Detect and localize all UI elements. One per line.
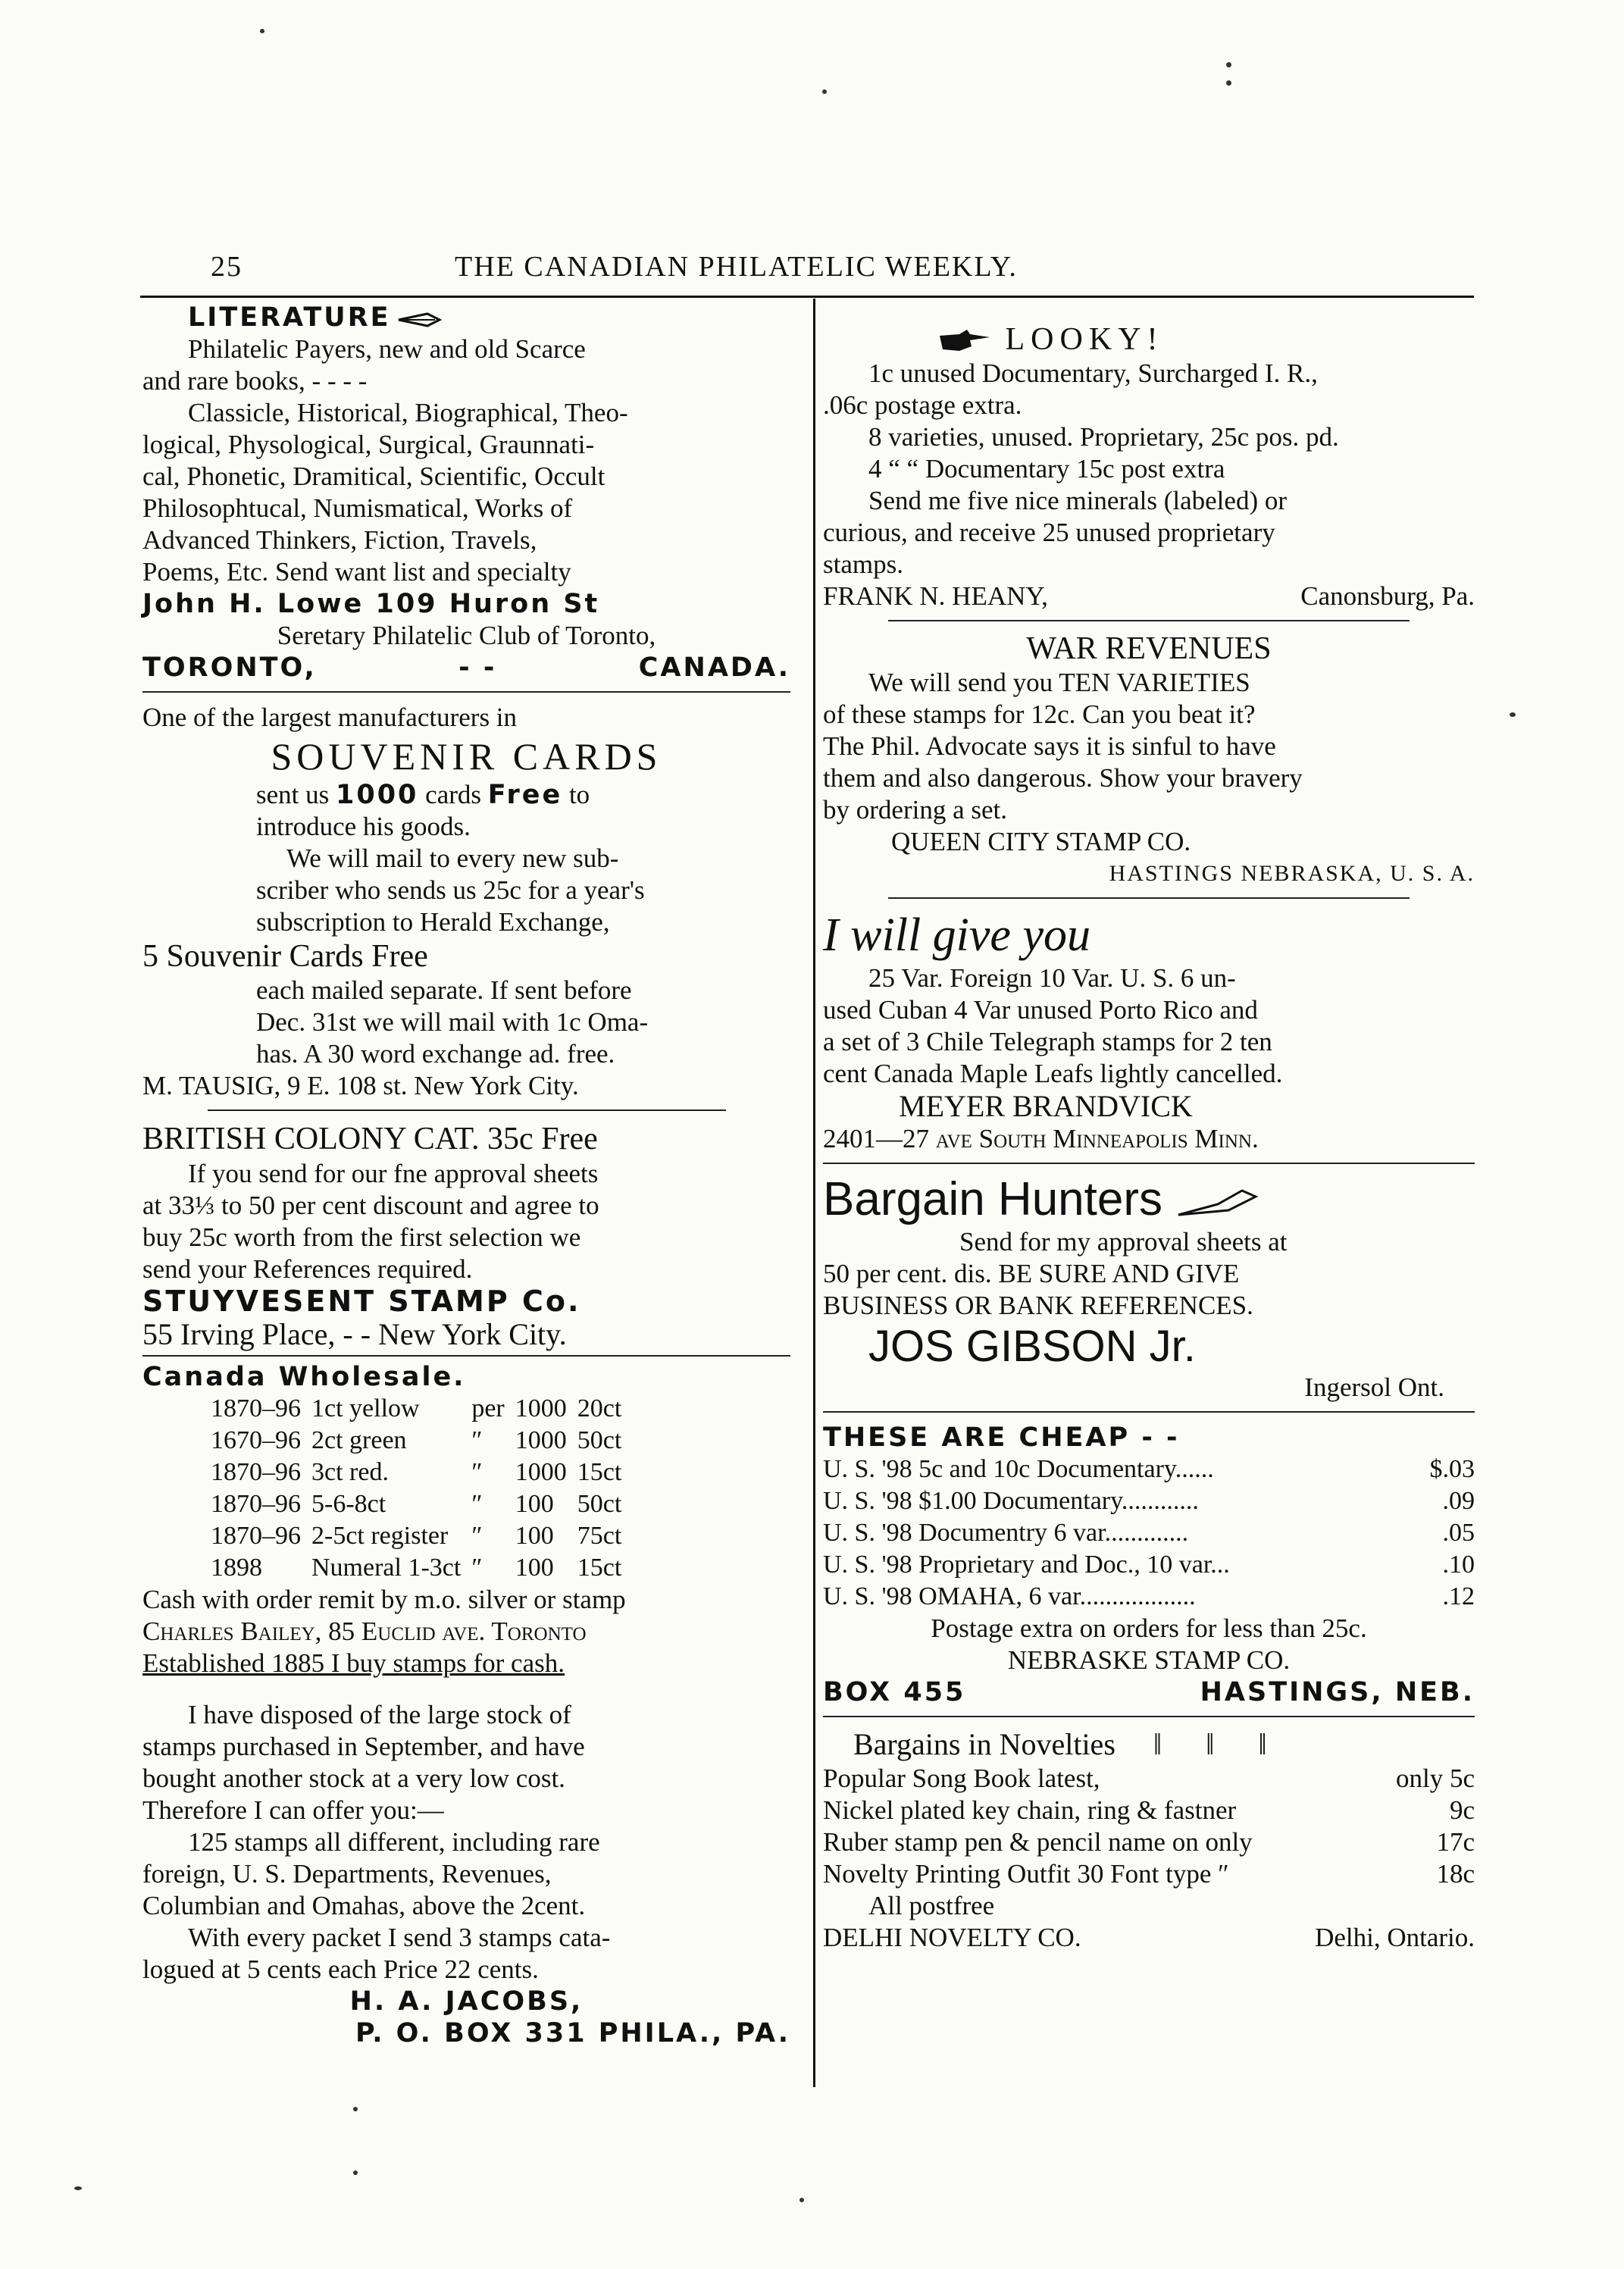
separator — [823, 1163, 1475, 1164]
table-row: U. S. '98 Proprietary and Doc., 10 var... .10 — [823, 1551, 1475, 1579]
give-line: a set of 3 Chile Telegraph stamps for 2 ten — [823, 1027, 1272, 1056]
british-title: BRITISH COLONY CAT. 35c Free — [142, 1122, 598, 1156]
war-line: them and also dangerous. Show your bravery — [823, 763, 1303, 793]
novelty-row: Novelty Printing Outfit 30 Font type ″ 18c — [823, 1859, 1475, 1889]
british-line: send your References required. — [142, 1254, 473, 1284]
literature-line: Poems, Etc. Send want list and specialty — [142, 557, 571, 587]
looky-line: curious, and receive 25 unused proprietary — [823, 518, 1275, 547]
looky-line: 1c unused Documentary, Surcharged I. R., — [868, 358, 1318, 388]
scan-speck — [1226, 62, 1231, 67]
pointing-hand-icon — [937, 328, 991, 355]
separator — [888, 620, 1410, 621]
separator — [823, 1716, 1475, 1717]
looky-name: FRANK N. HEANY, — [823, 581, 1048, 611]
separator — [142, 1355, 790, 1357]
bargain-line: 50 per cent. dis. BE SURE AND GIVE — [823, 1259, 1240, 1288]
ad-canada-wholesale — [142, 1361, 790, 1679]
souvenir-signature: M. TAUSIG, 9 E. 108 st. New York City. — [142, 1071, 579, 1100]
souvenir-mail-line: scriber who sends us 25c for a year's — [256, 875, 645, 905]
separator — [888, 897, 1410, 899]
scan-speck — [353, 2107, 358, 2111]
scan-speck — [260, 29, 264, 33]
british-address: 55 Irving Place, - - New York City. — [142, 1317, 567, 1351]
scan-speck — [74, 2186, 82, 2190]
literature-city: TORONTO, — [142, 653, 317, 683]
jacobs-name: H. A. JACOBS, — [349, 1986, 584, 2017]
bargain-name: JOS GIBSON Jr. — [868, 1322, 1196, 1371]
war-heading: WAR REVENUES — [1026, 631, 1272, 666]
bargain-town: Ingersol Ont. — [1304, 1372, 1444, 1402]
british-company: STUYVESENT STAMP Co. — [142, 1285, 581, 1318]
jacobs-line: 125 stamps all different, including rare — [188, 1827, 600, 1857]
novelties-heading: Bargains in Novelties — [853, 1727, 1116, 1761]
literature-city-line — [142, 652, 790, 684]
pen-icon — [1175, 1188, 1259, 1218]
table-row: 1670–96 2ct green ″ 1000 50ct — [211, 1426, 622, 1454]
novelty-row: Ruber stamp pen & pencil name on only 17c — [823, 1827, 1475, 1857]
souvenir-line: One of the largest manufacturers in — [142, 703, 518, 732]
looky-line: stamps. — [823, 549, 903, 579]
column-divider — [813, 299, 815, 2087]
literature-name: John H. Lowe 109 Huron St — [142, 589, 600, 619]
give-line: 25 Var. Foreign 10 Var. U. S. 6 un- — [868, 963, 1236, 993]
looky-line: Send me five nice minerals (labeled) or — [868, 486, 1288, 515]
wholesale-bailey: Charles Bailey, 85 Euclid ave. Toronto — [142, 1616, 587, 1646]
jacobs-line: bought another stock at a very low cost. — [142, 1764, 565, 1793]
table-row: U. S. '98 $1.00 Documentary............ .09 — [823, 1487, 1475, 1515]
war-line: The Phil. Advocate says it is sinful to have — [823, 731, 1276, 761]
table-row: 1870–96 2-5ct register ″ 100 75ct — [211, 1522, 622, 1550]
ad-souvenir — [142, 702, 790, 1102]
wholesale-cash: Cash with order remit by m.o. silver or stamp — [142, 1585, 626, 1614]
jacobs-line: I have disposed of the large stock of — [188, 1700, 571, 1729]
pointing-hand-icon — [397, 309, 443, 330]
jacobs-line: With every packet I send 3 stamps cata- — [188, 1923, 611, 1952]
looky-line: 8 varieties, unused. Proprietary, 25c pos. pd. — [868, 422, 1339, 452]
novelties-town: Delhi, Ontario. — [1315, 1923, 1475, 1952]
ad-literature — [142, 302, 790, 684]
souvenir-intro: introduce his goods. — [256, 812, 471, 841]
war-line: by ordering a set. — [823, 795, 1007, 825]
cheap-town: HASTINGS, NEB. — [1200, 1677, 1475, 1707]
table-row: 1898 Numeral 1-3ct ″ 100 15ct — [211, 1554, 622, 1582]
looky-heading: LOOKY! — [1005, 322, 1164, 357]
souvenir-mail-line: subscription to Herald Exchange, — [256, 907, 610, 937]
ad-looky — [823, 321, 1475, 612]
ad-jacobs — [142, 1699, 790, 2049]
bargain-heading: Bargain Hunters — [823, 1173, 1163, 1225]
give-name: MEYER BRANDVICK — [899, 1089, 1193, 1123]
jacobs-line: stamps purchased in September, and have — [142, 1732, 585, 1761]
table-row: 1870–96 1ct yellow per 1000 20ct — [211, 1394, 622, 1422]
novelties-postfree: All postfree — [868, 1891, 995, 1920]
souvenir-mail-line: We will mail to every new sub- — [286, 843, 619, 873]
british-line: at 33⅓ to 50 per cent discount and agree to — [142, 1191, 599, 1220]
novelty-row: Nickel plated key chain, ring & fastner 9c — [823, 1795, 1475, 1825]
give-line: cent Canada Maple Leafs lightly cancelled. — [823, 1059, 1283, 1088]
looky-line: 4 “ “ Documentary 15c post extra — [868, 454, 1225, 484]
table-row: 1870–96 3ct red. ″ 1000 15ct — [211, 1458, 622, 1486]
looky-signature — [823, 581, 1475, 612]
souvenir-each-line: has. A 30 word exchange ad. free. — [256, 1039, 615, 1069]
jacobs-line: foreign, U. S. Departments, Revenues, — [142, 1859, 552, 1889]
novelties-company: DELHI NOVELTY CO. — [823, 1923, 1081, 1952]
literature-line: Advanced Thinkers, Fiction, Travels, — [142, 525, 537, 555]
jacobs-line: logued at 5 cents each Price 22 cents. — [142, 1954, 539, 1984]
war-line: of these stamps for 12c. Can you beat it? — [823, 699, 1256, 729]
bargain-line: Send for my approval sheets at — [959, 1227, 1288, 1257]
scan-speck — [353, 2170, 358, 2175]
ad-will-give — [823, 908, 1475, 1155]
wholesale-heading: Canada Wholesale. — [142, 1362, 466, 1392]
separator — [142, 691, 790, 693]
literature-line: Classicle, Historical, Biographical, Theo- — [188, 398, 628, 427]
scan-speck — [1226, 80, 1231, 86]
ad-novelties — [823, 1726, 1475, 1954]
jacobs-box: P. O. BOX 331 PHILA., PA. — [355, 2018, 790, 2048]
table-row: U. S. '98 5c and 10c Documentary...... $.03 — [823, 1455, 1475, 1483]
scan-speck — [822, 89, 827, 94]
table-row: U. S. '98 OMAHA, 6 var.................. .12 — [823, 1582, 1475, 1610]
looky-town: Canonsburg, Pa. — [1300, 581, 1475, 611]
literature-line: Philatelic Payers, new and old Scarce — [188, 334, 586, 364]
scan-speck — [1510, 712, 1516, 717]
cheap-box-line — [823, 1676, 1475, 1708]
give-line: used Cuban 4 Var unused Porto Rico and — [823, 995, 1258, 1025]
give-heading: I will give you — [823, 909, 1090, 961]
page-title: THE CANADIAN PHILATELIC WEEKLY. — [455, 251, 1018, 283]
jacobs-line: Columbian and Omahas, above the 2cent. — [142, 1891, 586, 1920]
wholesale-table — [211, 1393, 632, 1584]
british-line: If you send for our fne approval sheets — [188, 1159, 599, 1188]
ad-british-colony — [142, 1120, 790, 1352]
looky-line: .06c postage extra. — [823, 390, 1022, 420]
british-line: buy 25c worth from the first selection we — [142, 1222, 581, 1252]
souvenir-each-line: Dec. 31st we will mail with 1c Oma- — [256, 1007, 649, 1037]
literature-secretary: Seretary Philatelic Club of Toronto, — [277, 621, 656, 650]
literature-line: logical, Physological, Surgical, Graunnati- — [142, 430, 595, 459]
literature-line: Philosophtucal, Numismatical, Works of — [142, 493, 573, 523]
literature-country: CANADA. — [638, 653, 790, 683]
bargain-line: BUSINESS OR BANK REFERENCES. — [823, 1291, 1253, 1320]
cheap-heading: THESE ARE CHEAP - - — [823, 1422, 1180, 1453]
give-address: 2401—27 ave South Minneapolis Minn. — [823, 1124, 1259, 1153]
souvenir-five: 5 Souvenir Cards Free — [142, 939, 428, 974]
ad-bargain-hunters — [823, 1173, 1475, 1404]
cheap-postage: Postage extra on orders for less than 25c. — [931, 1613, 1367, 1643]
souvenir-each-line: each mailed separate. If sent before — [256, 975, 632, 1005]
novelties-signature — [823, 1922, 1475, 1954]
souvenir-title: SOUVENIR CARDS — [271, 735, 662, 778]
cheap-company: NEBRASKE STAMP CO. — [1007, 1645, 1291, 1675]
novelties-marks: ‖ ‖ ‖ — [1153, 1727, 1285, 1761]
scan-speck — [799, 2198, 804, 2202]
ad-war-revenues — [823, 631, 1475, 890]
separator — [208, 1109, 726, 1111]
page-number: 25 — [211, 251, 243, 283]
war-line: We will send you TEN VARIETIES — [868, 668, 1250, 697]
wholesale-established: Established 1885 I buy stamps for cash. — [142, 1648, 565, 1678]
war-company: QUEEN CITY STAMP CO. — [891, 827, 1191, 856]
table-row: U. S. '98 Documentry 6 var............. .05 — [823, 1519, 1475, 1547]
separator — [823, 1411, 1475, 1413]
literature-line: cal, Phonetic, Dramitical, Scientific, Occult — [142, 462, 605, 491]
page-header — [205, 250, 1472, 289]
cheap-table — [823, 1454, 1475, 1613]
literature-heading: LITERATURE — [188, 302, 391, 333]
war-place: HASTINGS NEBRASKA, U. S. A. — [1109, 861, 1475, 886]
cheap-box: BOX 455 — [823, 1677, 966, 1707]
left-column — [142, 302, 790, 2049]
jacobs-line: Therefore I can offer you:— — [142, 1795, 444, 1825]
novelty-row: Popular Song Book latest, only 5c — [823, 1764, 1475, 1793]
table-row: 1870–96 5-6-8ct ″ 100 50ct — [211, 1490, 622, 1518]
literature-line: and rare books, - - - - — [142, 366, 368, 396]
souvenir-sent-line: sent us 1000 cards Free to — [256, 780, 590, 810]
right-column — [823, 302, 1475, 1954]
header-rule — [140, 296, 1474, 298]
literature-dashes: - - — [458, 653, 497, 683]
ad-these-are-cheap — [823, 1422, 1475, 1708]
